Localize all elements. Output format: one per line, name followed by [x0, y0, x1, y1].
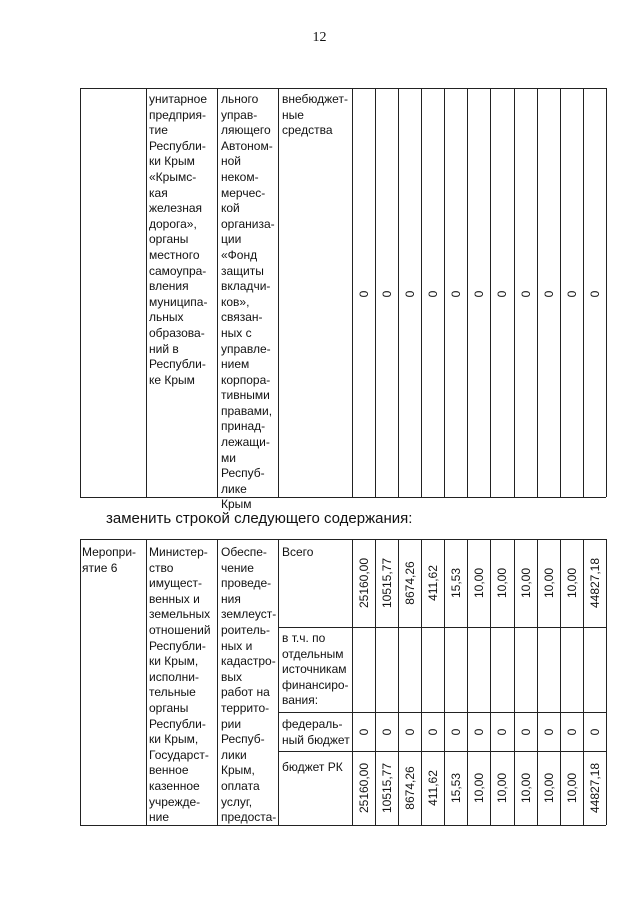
bottom-value-cell: 0: [356, 728, 371, 735]
top-table-col-line: [514, 88, 515, 497]
bottom-table-col-line: [398, 539, 399, 825]
top-value-cell: 0: [425, 290, 440, 298]
bottom-value-cell: 10,00: [471, 772, 486, 804]
bottom-table-border-bottom: [80, 825, 606, 826]
top-table-col-line: [537, 88, 538, 497]
bottom-value-cell: 10,00: [564, 567, 579, 599]
bottom-value-cell: 10,00: [495, 567, 509, 599]
bottom-value-cell: 0: [471, 728, 486, 735]
top-source-cell: внебюджет- ные средства: [282, 92, 348, 138]
top-value-cell: 0: [379, 290, 394, 298]
bottom-value-cell: 25160,00: [356, 762, 371, 814]
bottom-value-cell: 25160,00: [356, 557, 371, 609]
bottom-table-col-line: [514, 539, 515, 825]
bottom-activity-cell: Обеспе- чение проведе- ния землеуст- роитель- ных и кадастро- вых работ на террито- рии Респуб- лики Крым, оплата услуг, предоста-: [221, 545, 277, 825]
top-table-col-line: [146, 88, 147, 497]
top-executor-cell: унитарное предприя- тие Республи- ки Крым «Крымс- кая железная дорога», органы местного самоупра- вления муниципа- льных образова- ний в Республи- ке Крым: [149, 92, 208, 387]
bottom-value-cell: 0: [402, 728, 417, 735]
bottom-table-col-line: [352, 539, 353, 825]
top-value-cell: 0: [564, 290, 579, 298]
row-label-federal: федераль- ный бюджет: [282, 717, 350, 747]
bottom-value-cell: 10,00: [541, 567, 556, 599]
bottom-value-cell: 0: [564, 728, 579, 735]
bottom-value-cell: 411,62: [425, 770, 440, 806]
bottom-table-col-line: [278, 539, 279, 825]
top-value-cell: 0: [402, 290, 417, 298]
top-table-col-line: [444, 88, 445, 497]
bottom-value-cell: 0: [379, 728, 394, 735]
top-table-col-line: [398, 88, 399, 497]
bottom-value-cell: 44827,18: [587, 557, 602, 609]
top-value-cell: 0: [471, 290, 486, 298]
row-label-regional: бюджет РК: [282, 760, 343, 774]
bottom-value-cell: 10,00: [518, 567, 533, 599]
bottom-table-row-line: [278, 751, 606, 752]
bottom-value-cell: 10,00: [541, 772, 556, 804]
bottom-table-col-line: [444, 539, 445, 825]
bottom-table-border-top: [80, 539, 606, 540]
bottom-table-col-line: [560, 539, 561, 825]
bottom-table-col-line: [606, 539, 607, 825]
bottom-value-cell: 8674,26: [402, 561, 417, 605]
bottom-value-cell: 0: [495, 728, 509, 735]
top-value-cell: 0: [495, 290, 509, 298]
bottom-value-cell: 10,00: [564, 772, 579, 804]
top-table-col-line: [467, 88, 468, 497]
page-number: 12: [312, 30, 327, 45]
bottom-value-cell: 15,53: [448, 567, 463, 599]
bottom-value-cell: 10,00: [471, 567, 486, 599]
row-label-total: Всего: [282, 545, 314, 559]
bottom-value-cell: 0: [425, 728, 440, 735]
bottom-table-col-line: [375, 539, 376, 825]
top-table-col-line: [278, 88, 279, 497]
bottom-value-cell: 15,53: [448, 772, 463, 804]
bottom-value-cell: 10515,77: [379, 557, 394, 609]
bottom-value-cell: 411,62: [425, 565, 440, 601]
bottom-table-col-line: [537, 539, 538, 825]
bottom-value-cell: 0: [518, 728, 533, 735]
top-value-cell: 0: [518, 290, 533, 298]
bottom-value-cell: 10515,77: [379, 762, 394, 814]
top-table-col-line: [583, 88, 584, 497]
top-table-col-line: [217, 88, 218, 497]
top-value-cell: 0: [356, 290, 371, 298]
replace-instruction: заменить строкой следующего содержания:: [106, 510, 413, 527]
top-value-cell: 0: [448, 290, 463, 298]
row-label-by-source: в т.ч. по отдельным источникам финансиро- вания:: [282, 631, 349, 708]
bottom-executor-cell: Министер- ство имущест- венных и земельных отношений Республи- ки Крым, исполни- тельные органы Республи- ки Крым, Государст- венное казенное учрежде- ние: [149, 545, 211, 825]
bottom-table-col-line: [421, 539, 422, 825]
bottom-table-col-line: [217, 539, 218, 825]
bottom-value-cell: 0: [448, 728, 463, 735]
top-table-col-line: [80, 88, 81, 497]
top-table-col-line: [352, 88, 353, 497]
top-table-col-line: [375, 88, 376, 497]
top-table-col-line: [490, 88, 491, 497]
top-table-border-top: [80, 88, 606, 89]
bottom-table-col-line: [80, 539, 81, 825]
bottom-value-cell: 44827,18: [587, 762, 602, 814]
top-value-cell: 0: [587, 290, 602, 298]
top-activity-cell: льного управ- ляющего Автоном- ной неком- мерчес- кой организа- ции «Фонд защиты вкладчи- ков», связан- ных с управле- нием корпора- тивными правами, принад- лежащи- ми Респуб- лике Крым: [221, 92, 275, 512]
top-table-border-bottom: [80, 497, 606, 498]
top-table-col-line: [560, 88, 561, 497]
bottom-table-row-line: [278, 712, 606, 713]
bottom-value-cell: 0: [541, 728, 556, 735]
bottom-measure-cell: Меропри- ятие 6: [82, 545, 137, 575]
bottom-table-col-line: [583, 539, 584, 825]
bottom-value-cell: 0: [587, 728, 602, 735]
bottom-table-col-line: [146, 539, 147, 825]
bottom-value-cell: 10,00: [495, 772, 509, 804]
top-table-col-line: [606, 88, 607, 497]
bottom-value-cell: 8674,26: [402, 766, 417, 810]
top-value-cell: 0: [541, 290, 556, 298]
bottom-table-col-line: [490, 539, 491, 825]
top-table-col-line: [421, 88, 422, 497]
bottom-table-row-line: [278, 627, 606, 628]
bottom-table-col-line: [467, 539, 468, 825]
bottom-value-cell: 10,00: [518, 772, 533, 804]
